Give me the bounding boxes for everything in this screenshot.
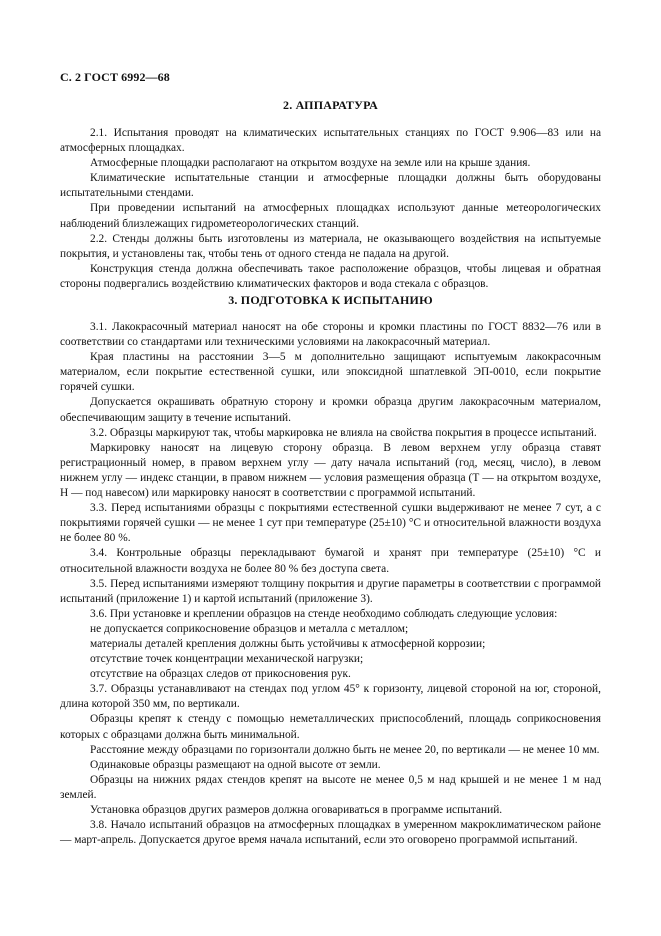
paragraph: 3.3. Перед испытаниями образцы с покрытиями естественной сушки выдерживают не менее 7 сут, а с покрытиями горячей сушки — не менее 1 сут при температуре (25±10) °С и относительной влажности воздуха не более 80 %. [60,502,601,545]
paragraph: Климатические испытательные станции и атмосферные площадки должны быть оборудованы испытательными стендами. [60,172,601,200]
paragraph: 3.4. Контрольные образцы перекладывают бумагой и хранят при температуре (25±10) °С и относительной влажности воздуха не более 80 % без доступа света. [60,547,601,575]
paragraph: Атмосферные площадки располагают на открытом воздухе на земле или на крыше здания. [90,157,531,170]
paragraph: материалы деталей крепления должны быть устойчивы к атмосферной коррозии; [90,637,486,650]
paragraph: 3.2. Образцы маркируют так, чтобы маркировка не влияла на свойства покрытия в процессе испытаний. [90,426,597,439]
paragraph: Установка образцов других размеров должна оговариваться в программе испытаний. [90,804,503,816]
paragraph: 3.5. Перед испытаниями измеряют толщину покрытия и другие параметры в соответствии с программой испытаний (приложение 1) и картой испытаний (приложение 3). [60,577,601,605]
section-2-body [60,126,601,292]
paragraph: Расстояние между образцами по горизонтали должно быть не менее 20, по вертикали — не менее 10 мм. [90,743,600,756]
section-3-title: 3. ПОДГОТОВКА К ИСПЫТАНИЮ [228,293,433,307]
paragraph: 3.8. Начало испытаний образцов на атмосферных площадках в умеренном макроклиматическом районе — март-апрель. Допускается другое время начала испытаний, если это оговорено программой испытаний. [60,819,601,847]
paragraph: отсутствие точек концентрации механической нагрузки; [90,653,364,666]
paragraph: 2.1. Испытания проводят на климатических испытательных станциях по ГОСТ 9.906—83 или на атмосферных площадках. [60,127,601,155]
paragraph: 3.7. Образцы устанавливают на стендах под углом 45° к горизонту, лицевой стороной на юг, стороной, длина которой 350 мм, по вертикали. [60,683,601,711]
paragraph: 2.2. Стенды должны быть изготовлены из материала, не оказывающего воздействия на испытуемые покрытия, и установлены так, чтобы тень от одного стенда не падала на другой. [60,232,601,260]
paragraph: Допускается окрашивать обратную сторону и кромки образца другим лакокрасочным материалом, обеспечивающим защиту в течение испытаний. [60,396,601,424]
paragraph: Образцы крепят к стенду с помощью неметаллических приспособлений, площадь соприкосновения которых с образцами должна быть минимальной. [60,713,601,741]
paragraph: Конструкция стенда должна обеспечивать такое расположение образцов, чтобы лицевая и обратная стороны подвергались воздействию климатических факторов и вода стекала с образцов. [60,262,601,290]
paragraph: 3.1. Лакокрасочный материал наносят на обе стороны и кромки пластины по ГОСТ 8832—76 или в соответствии со стандартами или техническими условиями на лакокрасочный материал. [60,321,601,349]
paragraph: Маркировку наносят на лицевую сторону образца. В левом верхнем углу образца ставят регистрационный номер, в правом верхнем углу — дату начала испытаний (год, месяц, число), в левом нижнем углу — индекс станции, в правом нижнем — условия размещения образца (Т — на открытом воздухе, Н — под навесом) или маркировку наносят в соответствии с программой испытаний. [60,441,601,500]
paragraph: 3.6. При установке и креплении образцов на стенде необходимо соблюдать следующие условия: [90,607,558,620]
paragraph: Края пластины на расстоянии 3—5 м дополнительно защищают испытуемым лакокрасочным материалом, если покрытие естественной сушки, или эпоксидной шпатлевкой ЭП-0010, если покрытие горячей сушки. [60,351,601,394]
paragraph: отсутствие на образцах следов от прикосновения рук. [90,668,351,681]
section-3-body [60,320,601,848]
section-2-title: 2. АППАРАТУРА [283,98,378,112]
paragraph: не допускается соприкосновение образцов и металла с металлом; [90,622,409,635]
paragraph: Образцы на нижних рядах стендов крепят на высоте не менее 0,5 м над крышей и не менее 1 м над землей. [60,773,601,801]
page-header: С. 2 ГОСТ 6992—68 [60,70,170,84]
paragraph: Одинаковые образцы размещают на одной высоте от земли. [90,758,381,771]
paragraph: При проведении испытаний на атмосферных площадках используют данные метеорологических наблюдений близлежащих гидрометеорологических станций. [60,202,601,230]
